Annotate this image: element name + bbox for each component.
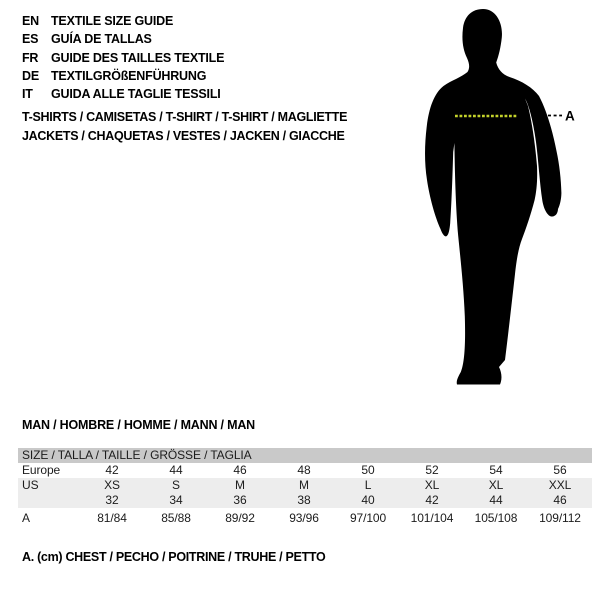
table-cell: XL <box>424 478 440 492</box>
language-code: IT <box>22 87 33 102</box>
row-label <box>18 493 80 508</box>
language-title: GUIDA ALLE TAGLIE TESSILI <box>51 87 221 102</box>
section-title-man: MAN / HOMBRE / HOMME / MANN / MAN <box>22 418 255 432</box>
table-cell: 81/84 <box>97 511 127 525</box>
footnote-chest: A. (cm) CHEST / PECHO / POITRINE / TRUHE / PETTO <box>22 550 326 564</box>
language-code: ES <box>22 32 39 47</box>
category-list <box>22 108 347 146</box>
table-row-us <box>18 478 592 493</box>
table-cell: M <box>235 478 245 492</box>
table-cell: 44 <box>169 463 183 477</box>
table-cell: 32 <box>105 493 119 507</box>
table-cell: S <box>172 478 180 492</box>
language-row <box>22 49 224 67</box>
language-title: GUÍA DE TALLAS <box>51 32 152 47</box>
table-cell: 46 <box>233 463 247 477</box>
language-list <box>22 12 224 103</box>
table-cell: 50 <box>361 463 375 477</box>
table-cell: 36 <box>233 493 247 507</box>
table-cell: 93/96 <box>289 511 319 525</box>
size-table-header: SIZE / TALLA / TAILLE / GRÖSSE / TAGLIA <box>18 448 592 463</box>
language-row <box>22 12 224 30</box>
language-row <box>22 67 224 85</box>
row-label: A <box>22 511 30 525</box>
size-table <box>18 448 592 527</box>
language-row <box>22 85 224 103</box>
language-title: TEXTILGRÖßENFÜHRUNG <box>51 68 207 83</box>
language-code: EN <box>22 14 39 28</box>
table-cell: XXL <box>548 478 572 492</box>
table-cell: 54 <box>489 463 503 477</box>
table-row-europe <box>18 463 592 478</box>
table-cell: M <box>299 478 309 492</box>
language-code: DE <box>22 68 39 83</box>
table-cell: 42 <box>105 463 119 477</box>
table-cell: 97/100 <box>349 511 387 525</box>
table-cell: 52 <box>425 463 439 477</box>
table-cell: 109/112 <box>539 511 581 525</box>
table-cell: 38 <box>297 493 311 507</box>
table-cell: XS <box>104 478 120 492</box>
row-label: Europe <box>22 463 61 477</box>
table-row-chest <box>18 508 592 527</box>
language-row <box>22 30 224 48</box>
language-code: FR <box>22 50 39 65</box>
table-cell: 105/108 <box>474 511 518 525</box>
table-cell: 44 <box>489 493 503 507</box>
language-title: TEXTILE SIZE GUIDE <box>51 14 174 28</box>
man-silhouette-figure <box>415 0 585 395</box>
table-cell: 101/104 <box>410 511 454 525</box>
language-title: GUIDE DES TAILLES TEXTILE <box>51 50 225 65</box>
table-cell: 56 <box>553 463 567 477</box>
table-cell: 46 <box>553 493 567 507</box>
table-cell: 40 <box>361 493 375 507</box>
category-line: JACKETS / CHAQUETAS / VESTES / JACKEN / GIACCHE <box>22 129 345 143</box>
table-cell: 48 <box>297 463 311 477</box>
row-label: US <box>22 478 39 492</box>
table-cell: 42 <box>425 493 439 507</box>
measure-label-a: A <box>565 108 575 124</box>
table-cell: 89/92 <box>225 511 255 525</box>
table-row-uk <box>18 493 592 508</box>
table-cell: 34 <box>169 493 183 507</box>
category-line: T-SHIRTS / CAMISETAS / T-SHIRT / T-SHIRT / MAGLIETTE <box>22 110 348 124</box>
man-silhouette <box>425 9 561 385</box>
table-cell: 85/88 <box>161 511 191 525</box>
table-cell: L <box>364 478 372 492</box>
table-cell: XL <box>488 478 504 492</box>
